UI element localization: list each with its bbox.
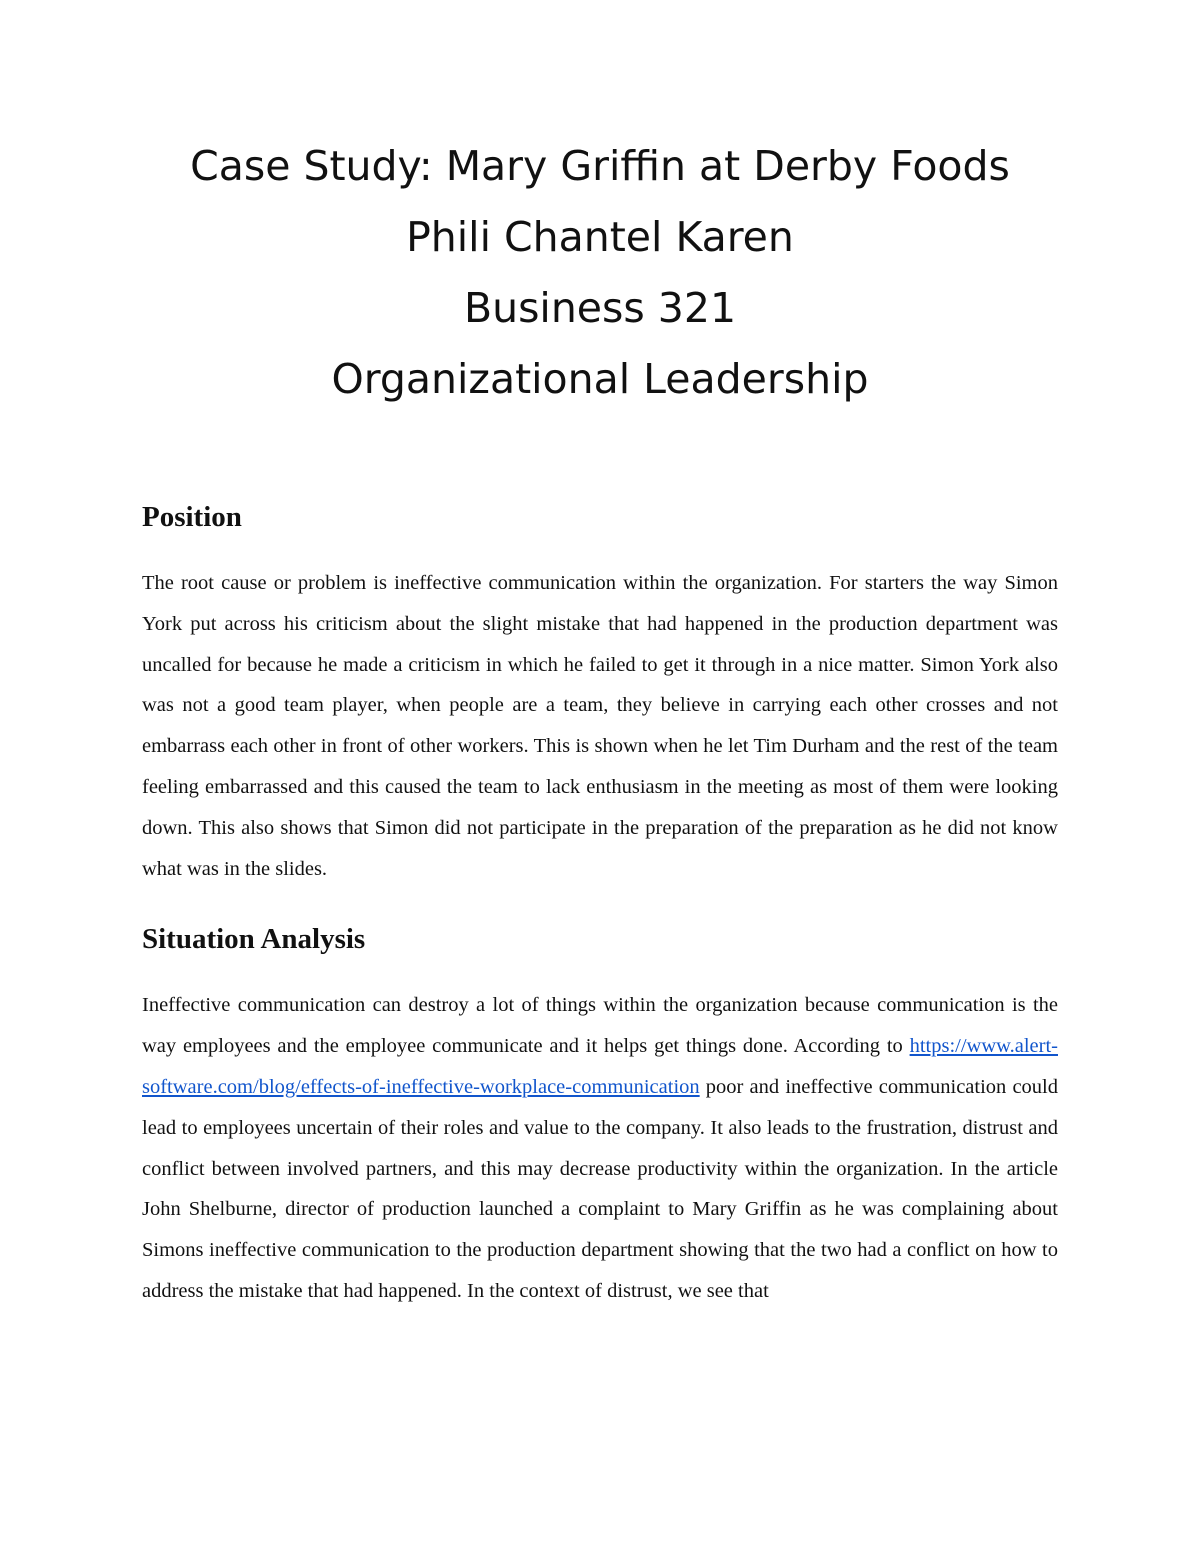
situation-text-after-link: poor and ineffective communication could lead to employees uncertain of their roles and value to the company. It also leads to the frustration, distrust and conflict between involved partners, and this may decrease productivity within the organization. In the article John Shelburne, director of production launched a complaint to Mary Griffin as he was complaining about Simons ineffective communication to the production department showing that the two had a conflict on how to address the mistake that had happened. In the context of distrust, we see that [142,1075,1058,1302]
document-title: Case Study: Mary Griffin at Derby Foods [190,142,1010,190]
course-name: Organizational Leadership [331,355,869,403]
situation-analysis-heading: Situation Analysis [142,923,366,956]
document-body [142,497,1058,1312]
author-name: Phili Chantel Karen [406,213,794,261]
source-link[interactable]: https://www.alert-software.com/blog/effects-of-ineffective-workplace-communication [142,1035,1058,1098]
situation-analysis-paragraph [142,985,1058,1311]
position-heading: Position [142,501,242,533]
situation-text-before-link: Ineffective communication can destroy a lot of things within the organization because communication is the way employees and the employee communicate and it helps get things done. According to [142,994,1058,1058]
course-code: Business 321 [463,284,737,332]
position-paragraph: The root cause or problem is ineffective communication within the organization. For starters the way Simon York put across his criticism about the slight mistake that had happened in the production department was uncalled for because he made a criticism in which he failed to get it through in a nice matter. Simon York also was not a good team player, when people are a team, they believe in carrying each other crosses and not embarrass each other in front of other workers. This is shown when he let Tim Durham and the rest of the team feeling embarrassed and this caused the team to lack enthusiasm in the meeting as most of them were looking down. This also shows that Simon did not participate in the preparation of the preparation as he did not know what was in the slides. [142,572,1058,880]
title-block [0,136,1200,420]
